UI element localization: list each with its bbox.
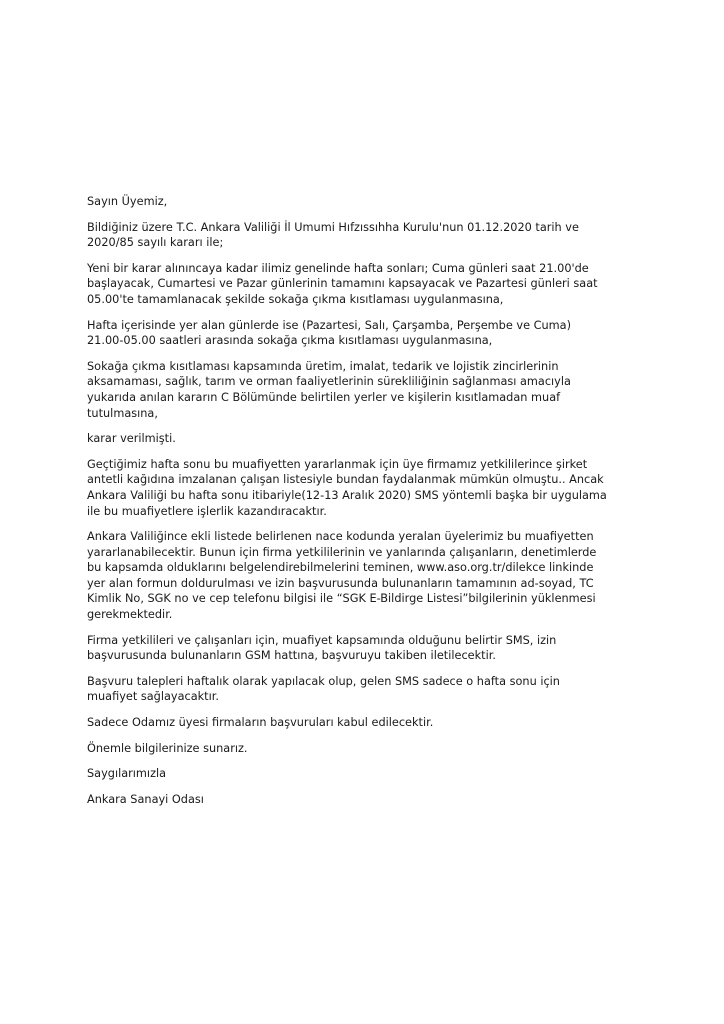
paragraph-weekly-applications: Başvuru talepleri haftalık olarak yapılacak olup, gelen SMS sadece o hafta sonu için muafiyet sağlayacaktır. xyxy=(87,674,560,704)
paragraph-weekend-curfew: Yeni bir karar alınıncaya kadar ilimiz genelinde hafta sonları; Cuma günleri saat 21.00'de başlayacak, Cumartesi ve Pazar günlerinin tamamını kapsayacak ve Pazartesi günleri saat 05.00'te tamamlanacak şekilde sokağa çıkma kısıtlaması uygulanmasına, xyxy=(87,261,598,306)
paragraph-members-only: Sadece Odamız üyesi firmaların başvuruları kabul edilecektir. xyxy=(87,716,434,730)
paragraph-previous-weekend: Geçtiğimiz hafta sonu bu muafiyetten yararlanmak için üye firmamız yetkililerince şirket antetli kağıdına imzalanan çalışan listesiyle bundan faydalanmak mümkün olmuştu.. Ancak Ankara Valiliği bu hafta sonu itibariyle(12-13 Aralık 2020) SMS yöntemli başka bir uygulama ile bu muafiyetlere işlerlik kazandıracaktır. xyxy=(87,457,607,518)
greeting: Sayın Üyemiz, xyxy=(87,195,168,208)
paragraph-exemption-scope: Sokağa çıkma kısıtlaması kapsamında üretim, imalat, tedarik ve lojistik zincirlerinin aksamaması, sağlık, tarım ve orman faaliyetlerinin sürekliliğinin sağlanması amacıyla yukarıda anılan kararın C Bölümünde belirtilen yerler ve kişilerin kısıtlamadan muaf tutulmasına, xyxy=(87,359,571,420)
paragraph-application-requirements: Ankara Valiliğince ekli listede belirlenen nace kodunda yeralan üyelerimiz bu muafiyetten yararlanabilecektir. Bunun için firma yetkililerinin ve yanlarında çalışanların, denetimlerde bu kapsamda olduklarını belgelendirebilmelerini teminen, www.aso.org.tr/dilekce linkinde yer alan formun doldurulması ve izin başvurusunda bulunanların tamamının ad-soyad, TC Kimlik No, SGK no ve cep telefonu bilgisi ile “SGK E-Bildirge Listesi”bilgilerinin yüklenmesi gerekmektedir. xyxy=(87,530,597,622)
letter-body xyxy=(87,194,647,817)
paragraph-decision-intro: Bildiğiniz üzere T.C. Ankara Valiliği İl Umumi Hıfzıssıhha Kurulu'nun 01.12.2020 tarih ve 2020/85 sayılı kararı ile; xyxy=(87,220,579,250)
closing: Saygılarımızla xyxy=(87,767,167,781)
paragraph-information: Önemle bilgilerinize sunarız. xyxy=(87,741,248,755)
paragraph-decision-made: karar verilmişti. xyxy=(87,432,176,446)
paragraph-sms-notification: Firma yetkilileri ve çalışanları için, muafiyet kapsamında olduğunu belirtir SMS, izin başvurusunda bulunanların GSM hattına, başvuruyu takiben iletilecektir. xyxy=(87,633,557,663)
signature: Ankara Sanayi Odası xyxy=(87,792,204,806)
paragraph-weekday-curfew: Hafta içerisinde yer alan günlerde ise (Pazartesi, Salı, Çarşamba, Perşembe ve Cuma) 21.00-05.00 saatleri arasında sokağa çıkma kısıtlaması uygulanmasına, xyxy=(87,318,572,348)
